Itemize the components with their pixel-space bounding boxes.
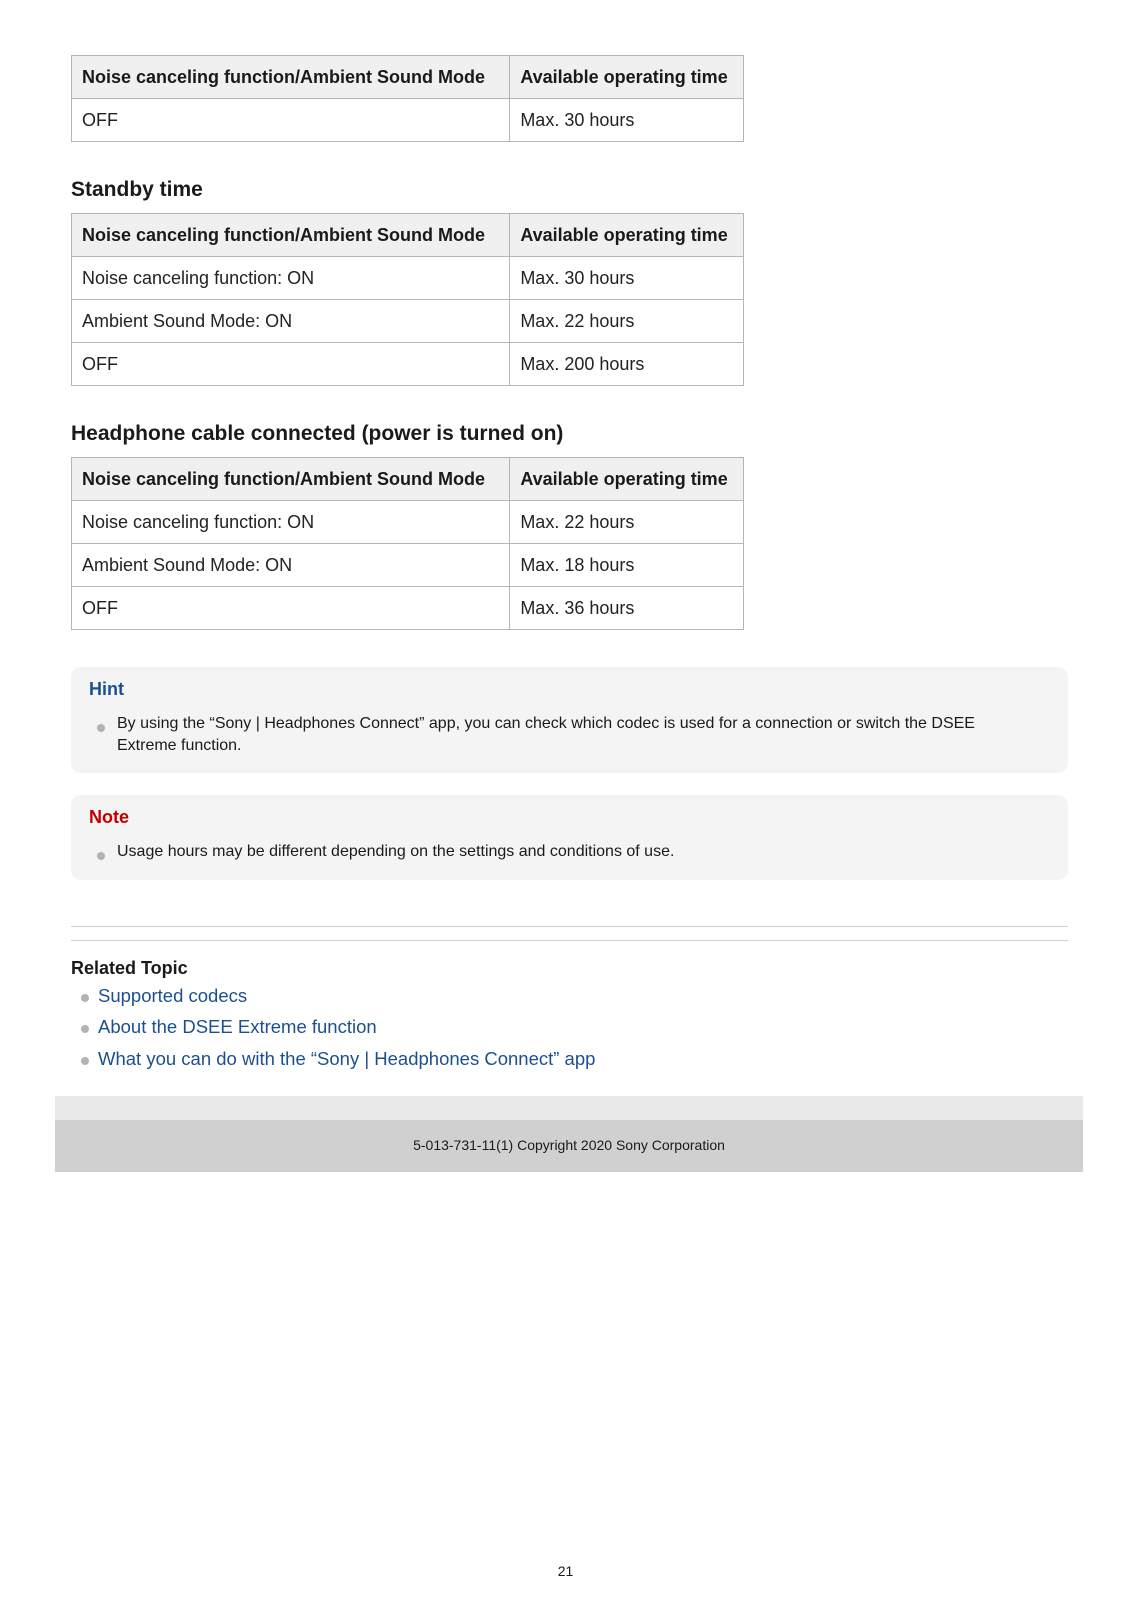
table-cell-time: Max. 22 hours (510, 300, 744, 343)
hint-item: By using the “Sony | Headphones Connect” app, you can check which codec is used for a connection or switch the DSEE Extreme function. (117, 715, 975, 754)
table-cell-time: Max. 22 hours (510, 501, 744, 544)
table-cell-time: Max. 200 hours (510, 343, 744, 386)
operating-time-table (71, 55, 744, 142)
bullet-dot-icon (81, 1025, 89, 1033)
copyright-text: 5-013-731-11(1) Copyright 2020 Sony Corporation (413, 1137, 725, 1153)
related-link-supported-codecs[interactable]: Supported codecs (98, 985, 248, 1006)
bullet-dot-icon (97, 724, 105, 732)
table-cell-mode: OFF (72, 99, 510, 142)
table-cell-mode: Ambient Sound Mode: ON (72, 300, 510, 343)
related-link-headphones-connect[interactable]: What you can do with the “Sony | Headphones Connect” app (98, 1048, 596, 1069)
table-cell-mode: Noise canceling function: ON (72, 257, 510, 300)
column-header-time: Available operating time (510, 56, 744, 99)
hint-title: Hint (89, 679, 124, 699)
table-cell-mode: OFF (72, 343, 510, 386)
related-link-dsee-extreme[interactable]: About the DSEE Extreme function (98, 1016, 377, 1037)
table-row (72, 501, 744, 544)
table-row (72, 544, 744, 587)
hint-box (71, 667, 1068, 773)
table-cell-time: Max. 36 hours (510, 587, 744, 630)
column-header-time: Available operating time (510, 214, 744, 257)
standby-time-table (71, 213, 744, 386)
table-header-row (72, 214, 744, 257)
table-row (72, 343, 744, 386)
bullet-dot-icon (81, 1057, 89, 1065)
cable-heading: Headphone cable connected (power is turned on) (71, 422, 564, 445)
table-cell-time: Max. 30 hours (510, 257, 744, 300)
note-box (71, 795, 1068, 880)
bullet-dot-icon (97, 852, 105, 860)
bullet-dot-icon (81, 994, 89, 1002)
table-cell-time: Max. 30 hours (510, 99, 744, 142)
note-title: Note (89, 807, 129, 827)
table-cell-mode: Noise canceling function: ON (72, 501, 510, 544)
column-header-mode: Noise canceling function/Ambient Sound Mode (72, 458, 510, 501)
table-row (72, 257, 744, 300)
table-header-row (72, 56, 744, 99)
cable-time-table (71, 457, 744, 630)
table-row (72, 587, 744, 630)
page-number: 21 (557, 1563, 574, 1579)
column-header-mode: Noise canceling function/Ambient Sound Mode (72, 214, 510, 257)
divider (71, 940, 1068, 941)
related-topic-title: Related Topic (71, 958, 188, 978)
table-header-row (72, 458, 744, 501)
footer-bar (55, 1120, 1083, 1172)
table-cell-time: Max. 18 hours (510, 544, 744, 587)
table-cell-mode: Ambient Sound Mode: ON (72, 544, 510, 587)
divider (71, 926, 1068, 927)
table-row (72, 300, 744, 343)
note-item: Usage hours may be different depending on the settings and conditions of use. (117, 843, 675, 860)
table-cell-mode: OFF (72, 587, 510, 630)
standby-heading: Standby time (71, 178, 203, 201)
column-header-time: Available operating time (510, 458, 744, 501)
table-row (72, 99, 744, 142)
column-header-mode: Noise canceling function/Ambient Sound Mode (72, 56, 510, 99)
footer-top-strip (55, 1096, 1083, 1120)
